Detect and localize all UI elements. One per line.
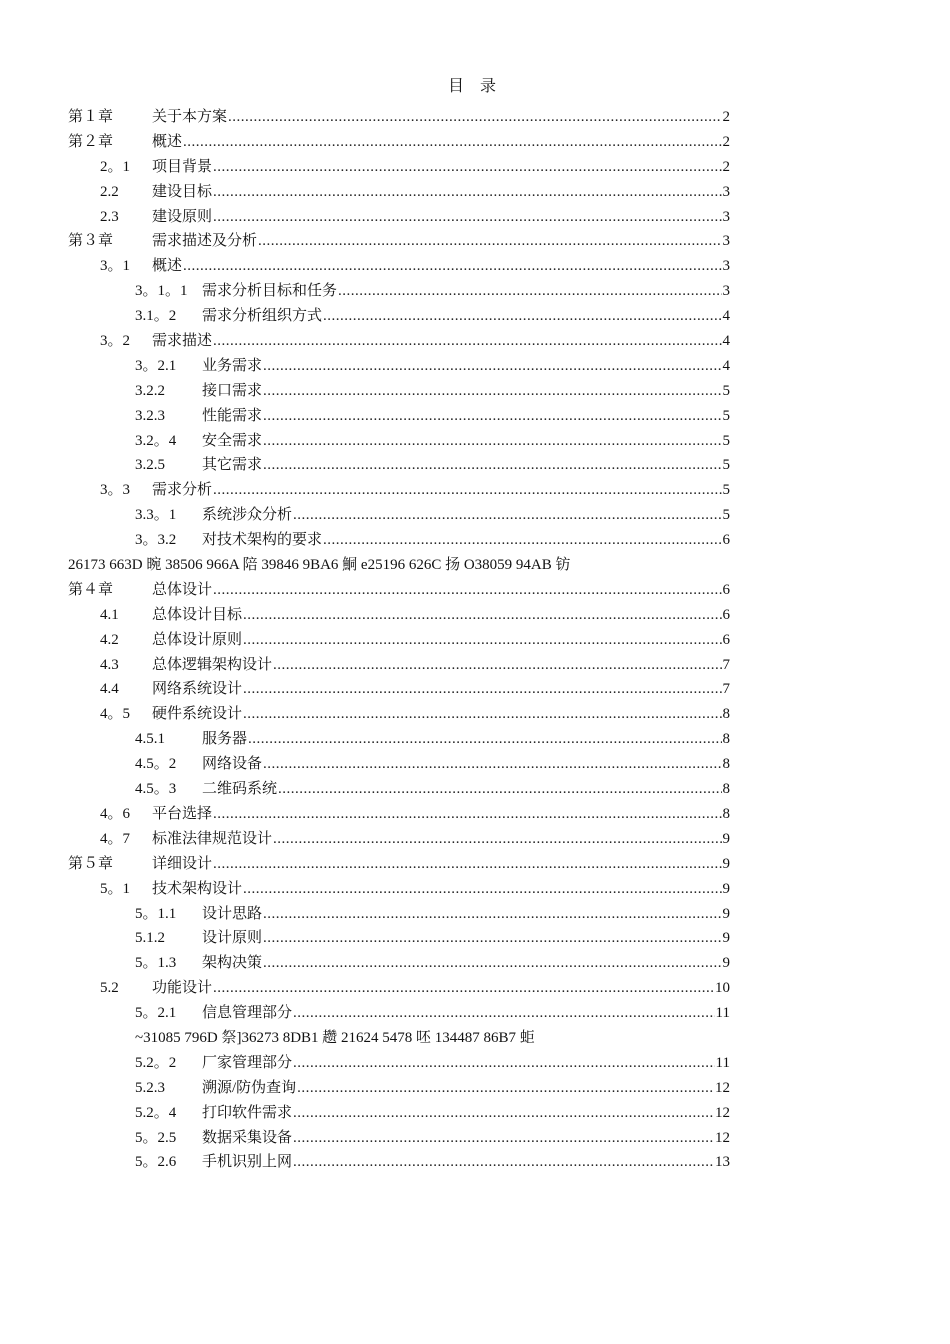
toc-entry-number: 5.2。2 xyxy=(135,1054,177,1071)
toc-entry[interactable] xyxy=(68,902,730,927)
toc-entry-page: 8 xyxy=(722,706,730,723)
toc-entry-number: 5.2。4 xyxy=(135,1104,177,1121)
toc-entry-page: 5 xyxy=(722,507,730,524)
toc-entry-number: 5.2.3 xyxy=(135,1079,165,1096)
toc-entry-page: 7 xyxy=(722,656,730,673)
toc-entry[interactable] xyxy=(68,254,730,279)
toc-garbled-line xyxy=(68,1026,730,1051)
toc-entry-number: 2。1 xyxy=(100,158,131,175)
toc-entry-title: 总体设计目标 xyxy=(152,606,243,623)
toc-entry[interactable] xyxy=(68,379,730,404)
garbled-text: 26173 663D 晼 38506 966A 陪 39846 9BA6 鮦 e25196 626C 扬 O38059 94AB 钫 xyxy=(68,557,571,574)
toc-entry-number: 4.2 xyxy=(100,631,119,648)
toc-leader-dots xyxy=(293,1150,714,1175)
toc-entry-page: 3 xyxy=(722,258,730,275)
toc-entry-number: 3。3.2 xyxy=(135,532,177,549)
toc-entry-number: 第５章 xyxy=(68,855,114,872)
toc-entry-page: 4 xyxy=(722,333,730,350)
toc-entry-title: 平台选择 xyxy=(152,805,213,822)
toc-entry-page: 2 xyxy=(722,158,730,175)
toc-entry-page: 5 xyxy=(722,482,730,499)
toc-entry-page: 5 xyxy=(722,432,730,449)
toc-entry-page: 6 xyxy=(722,532,730,549)
toc-entry-number: 4。7 xyxy=(100,830,131,847)
toc-entry-title: 对技术架构的要求 xyxy=(202,532,323,549)
toc-entry-page: 11 xyxy=(715,1054,730,1071)
toc-entry[interactable] xyxy=(68,1001,730,1026)
toc-leader-dots xyxy=(243,603,721,628)
toc-entry-title: 打印软件需求 xyxy=(202,1104,293,1121)
toc-entry-number: 4.5.1 xyxy=(135,731,165,748)
toc-entry-number: 3。3 xyxy=(100,482,131,499)
toc-leader-dots xyxy=(213,802,721,827)
toc-entry[interactable] xyxy=(68,1150,730,1175)
toc-leader-dots xyxy=(273,653,721,678)
toc-entry-title: 设计思路 xyxy=(202,905,263,922)
toc-entry-number: 4。5 xyxy=(100,706,131,723)
toc-entry-page: 9 xyxy=(722,830,730,847)
toc-entry-page: 8 xyxy=(722,731,730,748)
toc-entry-title: 需求描述 xyxy=(152,333,213,350)
toc-entry-title: 业务需求 xyxy=(202,357,263,374)
toc-entry-page: 9 xyxy=(722,905,730,922)
toc-entry-number: 4。6 xyxy=(100,805,131,822)
toc-entry[interactable] xyxy=(68,205,730,230)
toc-entry-number: 3。2.1 xyxy=(135,357,177,374)
toc-entry-title: 概述 xyxy=(152,258,183,275)
toc-entry-title: 网络设备 xyxy=(202,756,263,773)
toc-entry[interactable] xyxy=(68,404,730,429)
toc-leader-dots xyxy=(258,229,721,254)
toc-leader-dots xyxy=(263,354,721,379)
toc-entry-page: 2 xyxy=(722,133,730,150)
toc-entry[interactable] xyxy=(68,180,730,205)
toc-entry-page: 2 xyxy=(722,109,730,125)
toc-entry-number: 4.5。3 xyxy=(135,781,177,798)
toc-entry-title: 概述 xyxy=(152,133,183,150)
toc-entry-title: 关于本方案 xyxy=(152,109,228,125)
toc-garbled-line xyxy=(68,553,730,578)
toc-entry-title: 厂家管理部分 xyxy=(202,1054,293,1071)
toc-entry[interactable] xyxy=(68,279,730,304)
toc-entry-page: 9 xyxy=(722,930,730,947)
toc-entry-number: 5。2.6 xyxy=(135,1154,177,1171)
toc-entry[interactable] xyxy=(68,329,730,354)
toc-entry-number: 第３章 xyxy=(68,233,114,250)
toc-entry[interactable] xyxy=(68,926,730,951)
garbled-text: ~31085 796D 祭]36273 8DB1 趱 21624 5478 呸 134487 86B7 蚷 xyxy=(135,1029,535,1046)
toc-entry-page: 11 xyxy=(715,1005,730,1022)
toc-entry[interactable] xyxy=(68,578,730,603)
toc-entry-page: 5 xyxy=(722,457,730,474)
toc-entry-page: 12 xyxy=(715,1129,730,1146)
toc-leader-dots xyxy=(263,902,721,927)
toc-leader-dots xyxy=(263,379,721,404)
table-of-contents xyxy=(68,105,730,1175)
toc-entry-page: 12 xyxy=(715,1104,730,1121)
toc-entry-title: 硬件系统设计 xyxy=(152,706,243,723)
toc-entry-page: 4 xyxy=(722,308,730,325)
toc-leader-dots xyxy=(213,155,721,180)
toc-entry-number: 5。1 xyxy=(100,880,131,897)
toc-entry-number: 5。2.1 xyxy=(135,1005,177,1022)
toc-entry[interactable] xyxy=(68,1076,730,1101)
toc-entry-number: 4.1 xyxy=(100,606,119,623)
toc-entry-page: 7 xyxy=(722,681,730,698)
toc-leader-dots xyxy=(293,1001,715,1026)
toc-entry-number: 5.2 xyxy=(100,980,119,997)
toc-entry-title: 标准法律规范设计 xyxy=(152,830,273,847)
toc-entry-page: 3 xyxy=(722,208,730,225)
toc-entry-title: 系统涉众分析 xyxy=(202,507,293,524)
toc-leader-dots xyxy=(263,951,721,976)
toc-entry-title: 建设目标 xyxy=(152,183,213,200)
toc-entry-title: 详细设计 xyxy=(152,855,213,872)
toc-entry-title: 信息管理部分 xyxy=(202,1005,293,1022)
toc-leader-dots xyxy=(293,1126,714,1151)
toc-entry-page: 5 xyxy=(722,382,730,399)
toc-entry-page: 8 xyxy=(722,805,730,822)
toc-entry-number: 3.2.5 xyxy=(135,457,165,474)
toc-entry-title: 溯源/防伪查询 xyxy=(202,1079,297,1096)
toc-entry-title: 设计原则 xyxy=(202,930,263,947)
toc-entry[interactable] xyxy=(68,229,730,254)
toc-entry-number: 2.3 xyxy=(100,208,119,225)
toc-leader-dots xyxy=(213,578,721,603)
toc-leader-dots xyxy=(243,628,721,653)
toc-leader-dots xyxy=(278,777,721,802)
toc-entry-page: 13 xyxy=(715,1154,730,1171)
toc-entry-title: 网络系统设计 xyxy=(152,681,243,698)
toc-entry-page: 9 xyxy=(722,855,730,872)
toc-entry-number: 4.5。2 xyxy=(135,756,177,773)
toc-leader-dots xyxy=(213,976,714,1001)
toc-entry-page: 8 xyxy=(722,756,730,773)
toc-entry[interactable] xyxy=(68,130,730,155)
toc-entry[interactable] xyxy=(68,1051,730,1076)
toc-entry-title: 建设原则 xyxy=(152,208,213,225)
toc-entry[interactable] xyxy=(68,603,730,628)
toc-entry[interactable] xyxy=(68,304,730,329)
toc-leader-dots xyxy=(323,528,721,553)
toc-entry-number: 3。1。1 xyxy=(135,283,188,300)
toc-entry[interactable] xyxy=(68,777,730,802)
toc-entry-page: 9 xyxy=(722,880,730,897)
toc-entry-page: 6 xyxy=(722,581,730,598)
toc-entry[interactable] xyxy=(68,852,730,877)
toc-leader-dots xyxy=(263,926,721,951)
toc-entry[interactable] xyxy=(68,752,730,777)
toc-entry-title: 需求分析组织方式 xyxy=(202,308,323,325)
toc-entry-page: 4 xyxy=(722,357,730,374)
toc-title: 目 录 xyxy=(447,78,502,95)
toc-entry-page: 3 xyxy=(722,233,730,250)
toc-entry[interactable] xyxy=(68,503,730,528)
toc-entry-title: 总体逻辑架构设计 xyxy=(152,656,273,673)
toc-leader-dots xyxy=(338,279,721,304)
toc-entry-page: 5 xyxy=(722,407,730,424)
toc-leader-dots xyxy=(263,429,721,454)
toc-entry-number: 3.2。4 xyxy=(135,432,177,449)
toc-leader-dots xyxy=(213,852,721,877)
toc-leader-dots xyxy=(293,1051,715,1076)
toc-entry-number: 第４章 xyxy=(68,581,114,598)
toc-entry-number: 3.3。1 xyxy=(135,507,177,524)
toc-entry[interactable] xyxy=(68,877,730,902)
toc-leader-dots xyxy=(248,727,721,752)
toc-entry-title: 需求分析目标和任务 xyxy=(202,283,338,300)
toc-entry-number: 第２章 xyxy=(68,133,114,150)
toc-leader-dots xyxy=(263,453,721,478)
toc-leader-dots xyxy=(243,677,721,702)
toc-entry-number: 3。2 xyxy=(100,333,131,350)
toc-entry-title: 需求描述及分析 xyxy=(152,233,258,250)
toc-leader-dots xyxy=(213,329,721,354)
toc-entry-title: 二维码系统 xyxy=(202,781,278,798)
toc-entry-page: 3 xyxy=(722,183,730,200)
toc-entry-title: 数据采集设备 xyxy=(202,1129,293,1146)
toc-entry-title: 安全需求 xyxy=(202,432,263,449)
toc-entry-number: 5。1.1 xyxy=(135,905,177,922)
toc-entry[interactable] xyxy=(68,354,730,379)
toc-entry-title: 接口需求 xyxy=(202,382,263,399)
toc-entry-number: 4.3 xyxy=(100,656,119,673)
toc-entry-title: 服务器 xyxy=(202,731,248,748)
toc-entry[interactable] xyxy=(68,155,730,180)
toc-entry-number: 3。1 xyxy=(100,258,131,275)
toc-entry-title: 项目背景 xyxy=(152,158,213,175)
toc-entry[interactable] xyxy=(68,653,730,678)
toc-entry-number: 3.1。2 xyxy=(135,308,177,325)
toc-entry-title: 手机识别上网 xyxy=(202,1154,293,1171)
toc-entry[interactable] xyxy=(68,702,730,727)
toc-entry-title: 其它需求 xyxy=(202,457,263,474)
toc-entry[interactable] xyxy=(68,802,730,827)
toc-entry[interactable] xyxy=(68,453,730,478)
toc-entry-title: 架构决策 xyxy=(202,955,263,972)
toc-entry[interactable] xyxy=(68,478,730,503)
toc-entry-number: 5.1.2 xyxy=(135,930,165,947)
toc-entry-page: 12 xyxy=(715,1079,730,1096)
toc-leader-dots xyxy=(213,180,721,205)
toc-leader-dots xyxy=(243,702,721,727)
toc-leader-dots xyxy=(213,478,721,503)
toc-leader-dots xyxy=(297,1076,714,1101)
toc-entry-page: 9 xyxy=(722,955,730,972)
toc-leader-dots xyxy=(323,304,721,329)
toc-entry-number: 5。2.5 xyxy=(135,1129,177,1146)
toc-entry-page: 6 xyxy=(722,606,730,623)
toc-entry[interactable] xyxy=(68,677,730,702)
toc-entry[interactable] xyxy=(68,429,730,454)
toc-entry[interactable] xyxy=(68,1101,730,1126)
toc-leader-dots xyxy=(293,1101,714,1126)
toc-leader-dots xyxy=(228,105,721,130)
toc-leader-dots xyxy=(263,404,721,429)
toc-leader-dots xyxy=(183,254,721,279)
toc-leader-dots xyxy=(183,130,721,155)
toc-entry-title: 总体设计原则 xyxy=(152,631,243,648)
toc-entry[interactable] xyxy=(68,951,730,976)
toc-entry-page: 8 xyxy=(722,781,730,798)
toc-entry[interactable] xyxy=(68,976,730,1001)
toc-entry-number: 第１章 xyxy=(68,109,114,125)
toc-entry[interactable] xyxy=(68,628,730,653)
toc-entry-title: 技术架构设计 xyxy=(152,880,243,897)
toc-entry-number: 3.2.3 xyxy=(135,407,165,424)
toc-entry-number: 3.2.2 xyxy=(135,382,165,399)
toc-entry-number: 5。1.3 xyxy=(135,955,177,972)
toc-leader-dots xyxy=(263,752,721,777)
toc-entry-page: 10 xyxy=(715,980,730,997)
toc-entry-number: 2.2 xyxy=(100,183,119,200)
toc-leader-dots xyxy=(213,205,721,230)
toc-entry[interactable] xyxy=(68,105,730,130)
toc-entry-page: 6 xyxy=(722,631,730,648)
toc-entry[interactable] xyxy=(68,727,730,752)
toc-entry[interactable] xyxy=(68,1126,730,1151)
toc-entry-title: 功能设计 xyxy=(152,980,213,997)
toc-entry[interactable] xyxy=(68,827,730,852)
toc-leader-dots xyxy=(293,503,721,528)
toc-entry[interactable] xyxy=(68,528,730,553)
toc-entry-page: 3 xyxy=(722,283,730,300)
toc-entry-title: 总体设计 xyxy=(152,581,213,598)
toc-entry-title: 性能需求 xyxy=(202,407,263,424)
toc-leader-dots xyxy=(243,877,721,902)
toc-entry-number: 4.4 xyxy=(100,681,119,698)
toc-entry-title: 需求分析 xyxy=(152,482,213,499)
toc-leader-dots xyxy=(273,827,721,852)
